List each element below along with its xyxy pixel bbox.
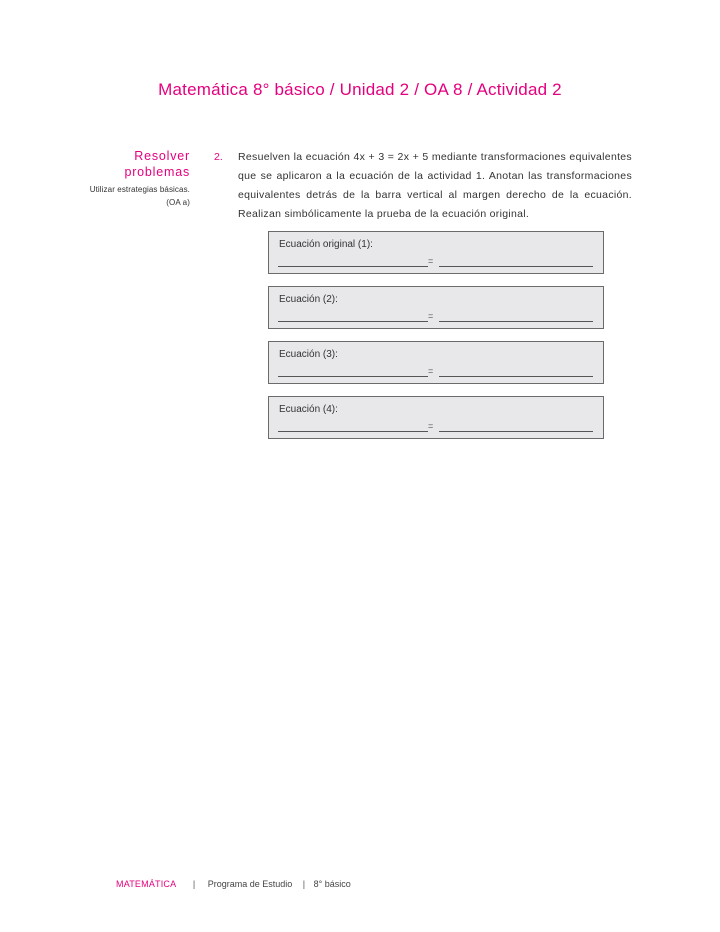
equation-box-1 [268,231,604,274]
equals-sign: = [428,421,434,431]
equals-sign: = [428,256,434,266]
footer-separator: | [302,879,306,889]
activity-block [214,148,632,224]
right-side-blank[interactable] [439,376,593,377]
activity-number: 2. [214,151,223,163]
right-side-blank[interactable] [439,266,593,267]
skill-description: Utilizar estrategias básicas. [89,185,190,194]
equals-sign: = [428,311,434,321]
footer-separator: | [192,879,196,889]
equation-label: Ecuación (4): [279,404,338,415]
right-side-blank[interactable] [439,431,593,432]
skill-sidebar [60,148,190,209]
equation-label: Ecuación (3): [279,349,338,360]
footer-grade: 8° básico [313,879,351,889]
page-title: Matemática 8° básico / Unidad 2 / OA 8 / Actividad 2 [158,80,562,99]
right-side-blank[interactable] [439,321,593,322]
activity-text: Resuelven la ecuación 4x + 3 = 2x + 5 mediante transformaciones equivalentes que se aplicaron a la ecuación de la actividad 1. Anotan las transformaciones equivalentes detrás de la barra vertical al margen derecho de la ecuación. Realizan simbólicamente la prueba de la ecuación original. [238,151,632,220]
left-side-blank[interactable] [278,431,428,432]
skill-code: (OA a) [166,198,190,207]
page-footer [116,879,351,889]
equation-box-4 [268,396,604,439]
equation-label: Ecuación (2): [279,294,338,305]
left-side-blank[interactable] [278,376,428,377]
left-side-blank[interactable] [278,266,428,267]
left-side-blank[interactable] [278,321,428,322]
equals-sign: = [428,366,434,376]
equation-box-2 [268,286,604,329]
skill-title-line1: Resolver [134,149,190,163]
footer-program: Programa de Estudio [207,879,293,889]
equation-box-3 [268,341,604,384]
equation-label: Ecuación original (1): [279,239,373,250]
footer-subject: MATEMÁTICA [116,879,177,889]
skill-title-line2: problemas [124,165,190,179]
